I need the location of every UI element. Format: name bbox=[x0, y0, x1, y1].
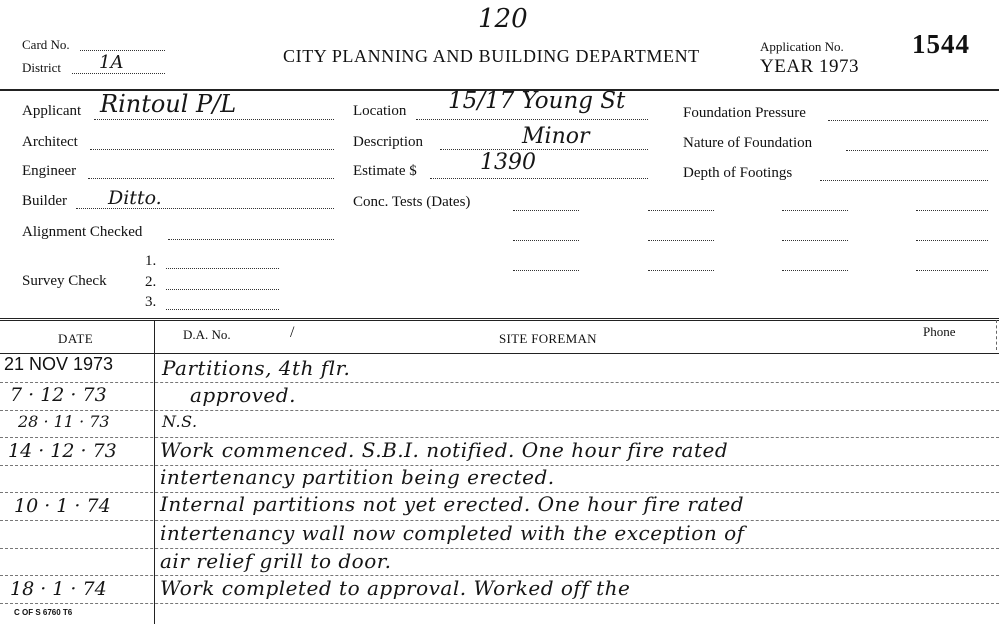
engineer-line bbox=[88, 178, 334, 179]
district-line bbox=[72, 73, 165, 74]
log-date: 10 · 1 · 74 bbox=[14, 495, 111, 517]
log-rule bbox=[0, 410, 999, 411]
phone-header: Phone bbox=[923, 324, 956, 339]
log-top-border bbox=[0, 318, 999, 321]
depth-footings-line bbox=[820, 180, 988, 181]
conc-test-blank bbox=[782, 240, 848, 241]
architect-label: Architect bbox=[22, 134, 78, 150]
conc-tests-label: Conc. Tests (Dates) bbox=[353, 194, 471, 210]
application-number: 1544 bbox=[912, 29, 970, 59]
survey-3-line bbox=[166, 309, 279, 310]
log-entry: Work completed to approval. Worked off the bbox=[160, 576, 631, 600]
foundation-pressure-line bbox=[828, 120, 988, 121]
builder-label: Builder bbox=[22, 193, 67, 209]
estimate-line bbox=[430, 178, 648, 179]
survey-check-label: Survey Check bbox=[22, 273, 107, 289]
log-date: 14 · 12 · 73 bbox=[8, 440, 117, 462]
log-date: 18 · 1 · 74 bbox=[10, 578, 107, 600]
da-no-label: D.A. No. bbox=[183, 327, 231, 342]
conc-test-blank bbox=[916, 210, 988, 211]
date-column-header: DATE bbox=[58, 331, 94, 346]
description-value: Minor bbox=[522, 124, 590, 149]
conc-test-blank bbox=[513, 210, 579, 211]
conc-test-blank bbox=[513, 270, 579, 271]
estimate-label: Estimate $ bbox=[353, 163, 417, 179]
log-entry: Internal partitions not yet erected. One hour fire rated bbox=[160, 492, 745, 516]
survey-1-line bbox=[166, 268, 279, 269]
applicant-value: Rintoul P/L bbox=[100, 90, 237, 118]
conc-test-blank bbox=[782, 210, 848, 211]
survey-2-line bbox=[166, 289, 279, 290]
phone-column-divider bbox=[996, 320, 997, 350]
conc-test-blank bbox=[782, 270, 848, 271]
log-entry: intertenancy wall now completed with the exception of bbox=[160, 521, 745, 545]
conc-test-blank bbox=[648, 240, 714, 241]
log-entry: N.S. bbox=[162, 412, 198, 431]
engineer-label: Engineer bbox=[22, 163, 77, 179]
applicant-label: Applicant bbox=[22, 103, 82, 119]
conc-test-blank bbox=[916, 270, 988, 271]
conc-test-blank bbox=[648, 270, 714, 271]
application-no-label: Application No. bbox=[760, 39, 844, 54]
log-date: 7 · 12 · 73 bbox=[10, 384, 107, 406]
conc-test-blank bbox=[916, 240, 988, 241]
applicant-line bbox=[94, 119, 334, 120]
card-no-label: Card No. bbox=[22, 37, 70, 52]
log-date: 21 NOV 1973 bbox=[4, 354, 114, 374]
conc-test-blank bbox=[648, 210, 714, 211]
log-entry: intertenancy partition being erected. bbox=[160, 465, 555, 489]
location-label: Location bbox=[353, 103, 407, 119]
survey-2-label: 2. bbox=[145, 274, 157, 290]
log-entry: Work commenced. S.B.I. notified. One hour fire rated bbox=[160, 438, 729, 462]
alignment-checked-label: Alignment Checked bbox=[22, 224, 143, 240]
site-foreman-header: SITE FOREMAN bbox=[499, 331, 597, 346]
estimate-value: 1390 bbox=[480, 150, 536, 175]
district-label: District bbox=[22, 60, 61, 75]
description-label: Description bbox=[353, 134, 423, 150]
card-no-line bbox=[80, 50, 165, 51]
foundation-pressure-label: Foundation Pressure bbox=[683, 105, 806, 121]
alignment-line bbox=[168, 239, 334, 240]
log-date: 28 · 11 · 73 bbox=[18, 412, 110, 431]
conc-test-blank bbox=[513, 240, 579, 241]
description-line bbox=[440, 149, 648, 150]
log-entry: Partitions, 4th flr. bbox=[162, 356, 351, 380]
log-entry: air relief grill to door. bbox=[160, 549, 392, 573]
department-title: CITY PLANNING AND BUILDING DEPARTMENT bbox=[283, 46, 700, 66]
log-rule bbox=[0, 548, 999, 549]
log-rule bbox=[0, 382, 999, 383]
depth-footings-label: Depth of Footings bbox=[683, 165, 793, 181]
district-value: 1A bbox=[99, 52, 124, 73]
builder-value: Ditto. bbox=[108, 187, 162, 209]
nature-foundation-label: Nature of Foundation bbox=[683, 135, 813, 151]
form-code: C OF S 6760 T6 bbox=[14, 608, 73, 617]
da-no-value: / bbox=[290, 324, 295, 341]
architect-line bbox=[90, 149, 334, 150]
location-line bbox=[416, 119, 648, 120]
log-rule bbox=[0, 603, 999, 604]
top-handwritten-number: 120 bbox=[478, 4, 528, 34]
log-entry: approved. bbox=[190, 383, 296, 407]
nature-foundation-line bbox=[846, 150, 988, 151]
survey-3-label: 3. bbox=[145, 294, 157, 310]
location-value: 15/17 Young St bbox=[448, 88, 626, 114]
survey-1-label: 1. bbox=[145, 253, 157, 269]
year-label: YEAR 1973 bbox=[760, 56, 859, 77]
